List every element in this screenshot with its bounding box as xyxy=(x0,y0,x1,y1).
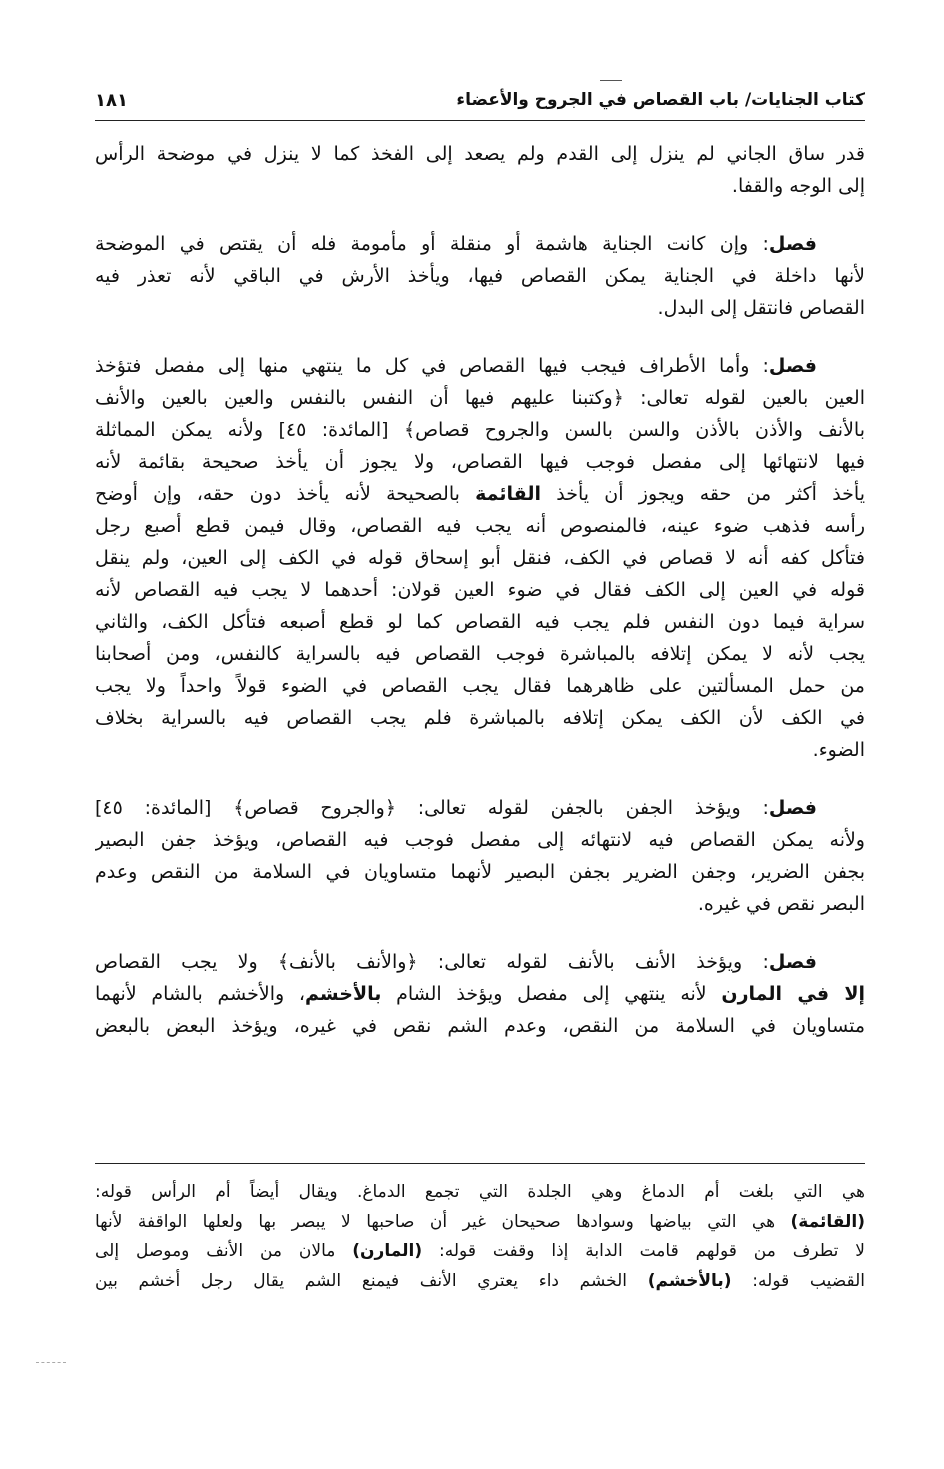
text-line xyxy=(95,824,865,856)
text-segment: بالأنف والأذن بالأذن والسن بالسن والجروح قصاص﴾ [المائدة: ٤٥] ولأنه يمكن المماثلة xyxy=(95,419,865,441)
text-line xyxy=(95,292,865,324)
footnote-line xyxy=(95,1267,865,1297)
text-segment: هي التي بياضها وسوادها صحيحان غير أن صاحبها لا يبصر بها ولعلها الواقفة لأنها xyxy=(95,1211,791,1232)
text-segment: سراية فيما دون النفس فلم يجب فيه القصاص كما لو قطع أصبعه فتأكل الكف، والثاني xyxy=(95,611,865,633)
text-segment: البصر نقص في غيره. xyxy=(697,893,865,915)
text-line xyxy=(95,228,865,260)
text-line xyxy=(95,888,865,920)
text-line xyxy=(95,574,865,606)
text-segment: القصاص فانتقل إلى البدل. xyxy=(657,297,865,319)
text-line xyxy=(95,170,865,202)
footnote-line xyxy=(95,1178,865,1208)
text-line xyxy=(95,510,865,542)
text-segment: : ويؤخذ الجفن بالجفن لقوله تعالى: ﴿والجروح قصاص﴾ [المائدة: ٤٥] xyxy=(95,797,769,819)
footnote-line xyxy=(95,1237,865,1267)
text-segment: فيها لانتهائها إلى مفصل فوجب فيها القصاص، ولا يجوز أن يأخذ صحيحة بقائمة لأنه xyxy=(95,451,865,473)
paragraph xyxy=(95,138,865,202)
running-header xyxy=(95,86,865,114)
bold-term: إلا في المارن xyxy=(721,983,865,1005)
text-segment: بجفن الضرير، وجفن الضرير بجفن البصير لأنهما متساويان في السلامة من النقص وعدم xyxy=(95,861,865,883)
page-number: ١٨١ xyxy=(95,89,128,111)
text-segment: يأخذ أكثر من حقه ويجوز أن يأخذ xyxy=(541,483,865,505)
text-line xyxy=(95,702,865,734)
header-title: كتاب الجنايات/ باب القصاص في الجروح والأعضاء xyxy=(456,90,865,110)
text-segment: من حمل المسألتين على ظاهرهما فقال يجب القصاص في الضوء قولاً واحداً ولا يجب xyxy=(95,675,865,697)
text-line xyxy=(95,638,865,670)
scan-mark xyxy=(600,80,622,81)
text-segment: لأنه ينتهي إلى مفصل ويؤخذ الشام xyxy=(381,983,722,1005)
text-segment: رأسه فذهب ضوء عينه، فالمنصوص أنه يجب فيه القصاص، وقال فيمن قطع أصبع رجل xyxy=(95,515,865,537)
text-segment: لأنها داخلة في الجناية يمكن القصاص فيها، ويأخذ الأرش في الباقي لأنه تعذر فيه xyxy=(95,265,865,287)
text-segment: : ويؤخذ الأنف بالأنف لقوله تعالى: ﴿والأنف بالأنف﴾ ولا يجب القصاص xyxy=(95,951,769,973)
bold-term: (المارن) xyxy=(352,1241,423,1261)
header-rule xyxy=(95,120,865,121)
main-text xyxy=(95,138,865,1042)
text-segment: : وإن كانت الجناية هاشمة أو منقلة أو مأمومة فله أن يقتص في الموضحة xyxy=(95,233,769,255)
bold-term: فصل xyxy=(768,233,817,255)
footnote-rule xyxy=(95,1163,865,1164)
text-segment: قدر ساق الجاني لم ينزل إلى القدم ولم يصعد إلى الفخذ كما لا ينزل في موضحة الرأس xyxy=(95,143,865,165)
text-segment: لا تطرف من قولهم قامت الدابة إذا وقفت قوله: xyxy=(422,1241,865,1261)
text-line xyxy=(95,734,865,766)
text-segment: قوله في العين إلى الكف فقال في ضوء العين قولان: أحدهما لا يجب فيه القصاص لأنه xyxy=(95,579,865,601)
text-segment: هي التي بلغت أم الدماغ وهي الجلدة التي تجمع الدماغ. ويقال أيضاً أم الرأس قوله: xyxy=(95,1182,865,1202)
text-line xyxy=(95,978,865,1010)
text-segment: بالصحيحة لأنه يأخذ دون حقه، وإن أوضح xyxy=(95,483,476,505)
text-segment: متساويان في السلامة من النقص، وعدم الشم نقص في غيره، ويؤخذ البعض بالبعض xyxy=(95,1015,865,1037)
paragraph xyxy=(95,228,865,324)
text-segment: الخشم داء يعتري الأنف فيمنع الشم يقال رجل أخشم بين xyxy=(95,1270,648,1291)
text-line xyxy=(95,138,865,170)
bold-term: (القائمة) xyxy=(790,1211,865,1232)
text-segment: في الكف لأن الكف يمكن إتلافه بالمباشرة فلم يجب القصاص فيه بالسراية بخلاف xyxy=(95,707,865,729)
text-line xyxy=(95,382,865,414)
footnotes xyxy=(95,1178,865,1296)
text-line xyxy=(95,542,865,574)
text-segment: ولأنه يمكن القصاص فيه لانتهائه إلى مفصل فوجب فيه القصاص، ويؤخذ جفن البصير xyxy=(95,829,865,851)
text-line xyxy=(95,260,865,292)
text-segment: فتأكل كفه أنه لا قصاص في الكف، فنقل أبو إسحاق قوله في الكف إلى العين، ولم ينقل xyxy=(95,547,865,569)
text-line xyxy=(95,478,865,510)
text-line xyxy=(95,670,865,702)
text-segment: مالان من الأنف وموصل إلى xyxy=(95,1241,353,1261)
text-segment: ، والأخشم بالشام لأنهما xyxy=(95,983,306,1005)
text-segment: إلى الوجه والقفا. xyxy=(731,175,865,197)
bold-term: فصل xyxy=(768,951,817,973)
paragraph xyxy=(95,946,865,1042)
bold-term: فصل xyxy=(768,797,817,819)
text-segment: الضوء. xyxy=(812,739,865,761)
bold-term: القائمة xyxy=(475,483,542,505)
text-line xyxy=(95,1010,865,1042)
text-segment: العين بالعين لقوله تعالى: ﴿وكتبنا عليهم فيها أن النفس بالنفس والعين بالعين والأنف xyxy=(95,387,865,409)
text-line xyxy=(95,414,865,446)
paragraph xyxy=(95,350,865,766)
text-line xyxy=(95,856,865,888)
bold-term: بالأخشم xyxy=(305,983,382,1005)
text-segment: يجب لأنه لا يمكن إتلافه بالمباشرة فوجب القصاص فيه بالسراية كالنفس، ومن أصحابنا xyxy=(95,643,865,665)
bold-term: (بالأخشم) xyxy=(647,1270,732,1291)
text-line xyxy=(95,446,865,478)
text-line xyxy=(95,946,865,978)
scan-artifact xyxy=(36,1362,66,1363)
text-segment: القضيب قوله: xyxy=(731,1270,865,1291)
text-line xyxy=(95,350,865,382)
paragraph xyxy=(95,792,865,920)
text-line xyxy=(95,792,865,824)
text-segment: : وأما الأطراف فيجب فيها القصاص في كل ما ينتهي منها إلى مفصل فتؤخذ xyxy=(95,355,769,377)
text-line xyxy=(95,606,865,638)
footnote-line xyxy=(95,1208,865,1238)
bold-term: فصل xyxy=(768,355,817,377)
